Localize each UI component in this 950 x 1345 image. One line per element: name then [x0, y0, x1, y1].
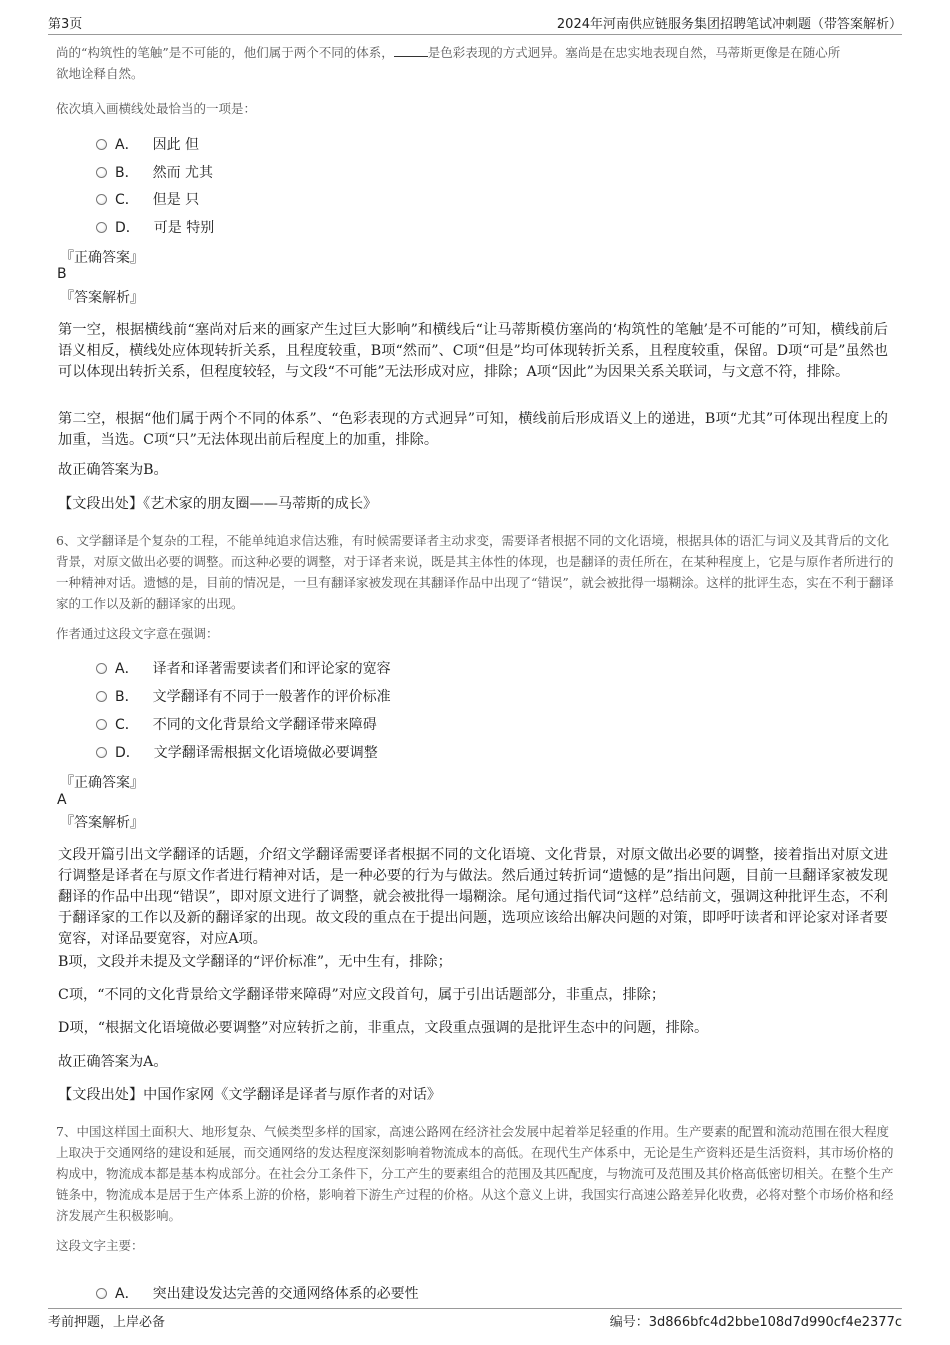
q5-option-b[interactable]: B． 然而 尤其	[96, 161, 213, 183]
q6-option-c[interactable]: C． 不同的文化背景给文学翻译带来障碍	[96, 713, 377, 735]
radio-icon[interactable]	[96, 691, 107, 702]
q5-option-c[interactable]: C． 但是 只	[96, 188, 199, 210]
q5-option-d[interactable]: D． 可是 特别	[96, 216, 214, 238]
q6-option-a[interactable]: A． 译者和译著需要读者们和评论家的宽容	[96, 657, 391, 679]
q6-answer-tag: 『正确答案』	[60, 775, 144, 791]
q6-analysis-d: D项，“根据文化语境做必要调整”对应转折之前，非重点，文段重点强调的是批评生态中的问题，排除。	[58, 1020, 709, 1036]
q5-source: 【文段出处】《艺术家的朋友圈——马蒂斯的成长》	[58, 496, 378, 512]
radio-icon[interactable]	[96, 747, 107, 758]
q6-option-b[interactable]: B． 文学翻译有不同于一般著作的评价标准	[96, 685, 391, 707]
q5-prompt: 依次填入画横线处最恰当的一项是：	[56, 101, 257, 116]
q6-analysis-para-1: 文段开篇引出文学翻译的话题，介绍文学翻译需要译者根据不同的文化语境、文化背景，对原文做出必要的调整，接着指出对原文进行调整是译者在与原文作者进行精神对话，是一种必要的行为与做法。然后通过转折词“遗憾的是”指出问题，目前一旦翻译家被发现翻译的作品中出现“错误”，即对原文进行了调整，就会被批得一塌糊涂。尾句通过指代词“这样”总结前文，强调这种批评生态，不利于翻译家的工作以及新的翻译家的出现。故文段的重点在于提出问题，选项应该给出解决问题的对策，即呼吁读者和评论家对译者要宽容，对译品要宽容，对应A项。	[58, 847, 888, 947]
radio-icon[interactable]	[96, 1288, 107, 1299]
q6-analysis-b: B项，文段并未提及文学翻译的“评价标准”，无中生有，排除；	[58, 954, 452, 970]
q6-stem: 6、文学翻译是个复杂的工程，不能单纯追求信达雅，有时候需要译者主动求变，需要译者根据不同的文化语境，根据具体的语汇与词义及其背后的文化背景，对原文做出必要的调整。而这种必要的调整，对于译者来说，既是其主体性的体现，也是翻译的责任所在，在某种程度上，它是与原作者所进行的一种精神对话。遗憾的是，目前的情况是，一旦有翻译家被发现在其翻译作品中出现了“错误”，就会被批得一塌糊涂。这样的批评生态，实在不利于翻译家的工作以及新的翻译家的出现。	[56, 533, 894, 611]
q7-stem: 7、中国这样国土面积大、地形复杂、气候类型多样的国家，高速公路网在经济社会发展中起着举足轻重的作用。生产要素的配置和流动范围在很大程度上取决于交通网络的建设和延展，而交通网络的发达程度深刻影响着物流成本的高低。在现代生产体系中，无论是生产资料还是生活资料，其市场价格的构成中，物流成本都是基本构成部分。在社会分工条件下，分工产生的要素组合的范围及其匹配度，与物流可及范围及其价格高低密切相关。在整个生产链条中，物流成本是居于生产体系上游的价格，影响着下游生产过程的价格。从这个意义上讲，我国实行高速公路差异化收费，必将对整个市场价格和经济发展产生积极影响。	[56, 1124, 894, 1223]
q5-conclusion: 故正确答案为B。	[58, 462, 168, 478]
fill-blank	[394, 44, 428, 57]
q6-source: 【文段出处】中国作家网《文学翻译是译者与原作者的对话》	[58, 1087, 442, 1103]
header-divider	[48, 34, 902, 35]
footer-slogan: 考前押题，上岸必备	[48, 1315, 166, 1330]
radio-icon[interactable]	[96, 663, 107, 674]
radio-icon[interactable]	[96, 194, 107, 205]
q5-answer: B	[57, 266, 67, 282]
page-header	[48, 13, 902, 33]
q5-option-a[interactable]: A． 因此 但	[96, 133, 199, 155]
q6-answer: A	[57, 792, 67, 808]
q6-option-d[interactable]: D． 文学翻译需根据文化语境做必要调整	[96, 741, 378, 763]
q5-analysis-tag: 『答案解析』	[60, 290, 144, 306]
page-number: 第3页	[48, 17, 83, 32]
q6-conclusion: 故正确答案为A。	[58, 1054, 168, 1070]
q5-analysis-para-2: 第二空，根据“他们属于两个不同的体系”、“色彩表现的方式迥异”可知，横线前后形成语义上的递进，B项“尤其”可体现出程度上的加重，当选。C项“只”无法体现出前后程度上的加重，排除。	[58, 411, 888, 448]
q5-stem-continuation: 尚的“构筑性的笔触”是不可能的，他们属于两个不同的体系， 是色彩表现的方式迥异。塞尚是在忠实地表现自然，马蒂斯更像是在随心所 欲地诠释自然。	[56, 45, 841, 81]
q7-option-a[interactable]: A． 突出建设发达完善的交通网络体系的必要性	[96, 1282, 419, 1304]
q6-analysis-c: C项，“不同的文化背景给文学翻译带来障碍”对应文段首句，属于引出话题部分，非重点，排除；	[58, 987, 666, 1003]
radio-icon[interactable]	[96, 222, 107, 233]
q6-analysis-tag: 『答案解析』	[60, 815, 144, 831]
q7-prompt: 这段文字主要：	[56, 1238, 144, 1253]
radio-icon[interactable]	[96, 139, 107, 150]
footer-divider	[48, 1308, 902, 1309]
page-footer	[48, 1311, 902, 1329]
q5-analysis-para-1: 第一空，根据横线前“塞尚对后来的画家产生过巨大影响”和横线后“让马蒂斯模仿塞尚的‘构筑性的笔触’是不可能的”可知，横线前后语义相反，横线处应体现转折关系，且程度较重，B项“然而”、C项“但是”均可体现转折关系，且程度较重，保留。D项“可是”虽然也可以体现出转折关系，但程度较轻，与文段“不可能”无法形成对应，排除；A项“因此”为因果关系关联词，与文意不符，排除。	[58, 322, 888, 380]
q5-answer-tag: 『正确答案』	[60, 250, 144, 266]
radio-icon[interactable]	[96, 719, 107, 730]
document-title: 2024年河南供应链服务集团招聘笔试冲刺题（带答案解析）	[556, 17, 902, 32]
document-id: 编号：3d866bfc4d2bbe108d7d990cf4e2377c	[609, 1315, 902, 1330]
radio-icon[interactable]	[96, 167, 107, 178]
q6-prompt: 作者通过这段文字意在强调：	[56, 626, 219, 641]
